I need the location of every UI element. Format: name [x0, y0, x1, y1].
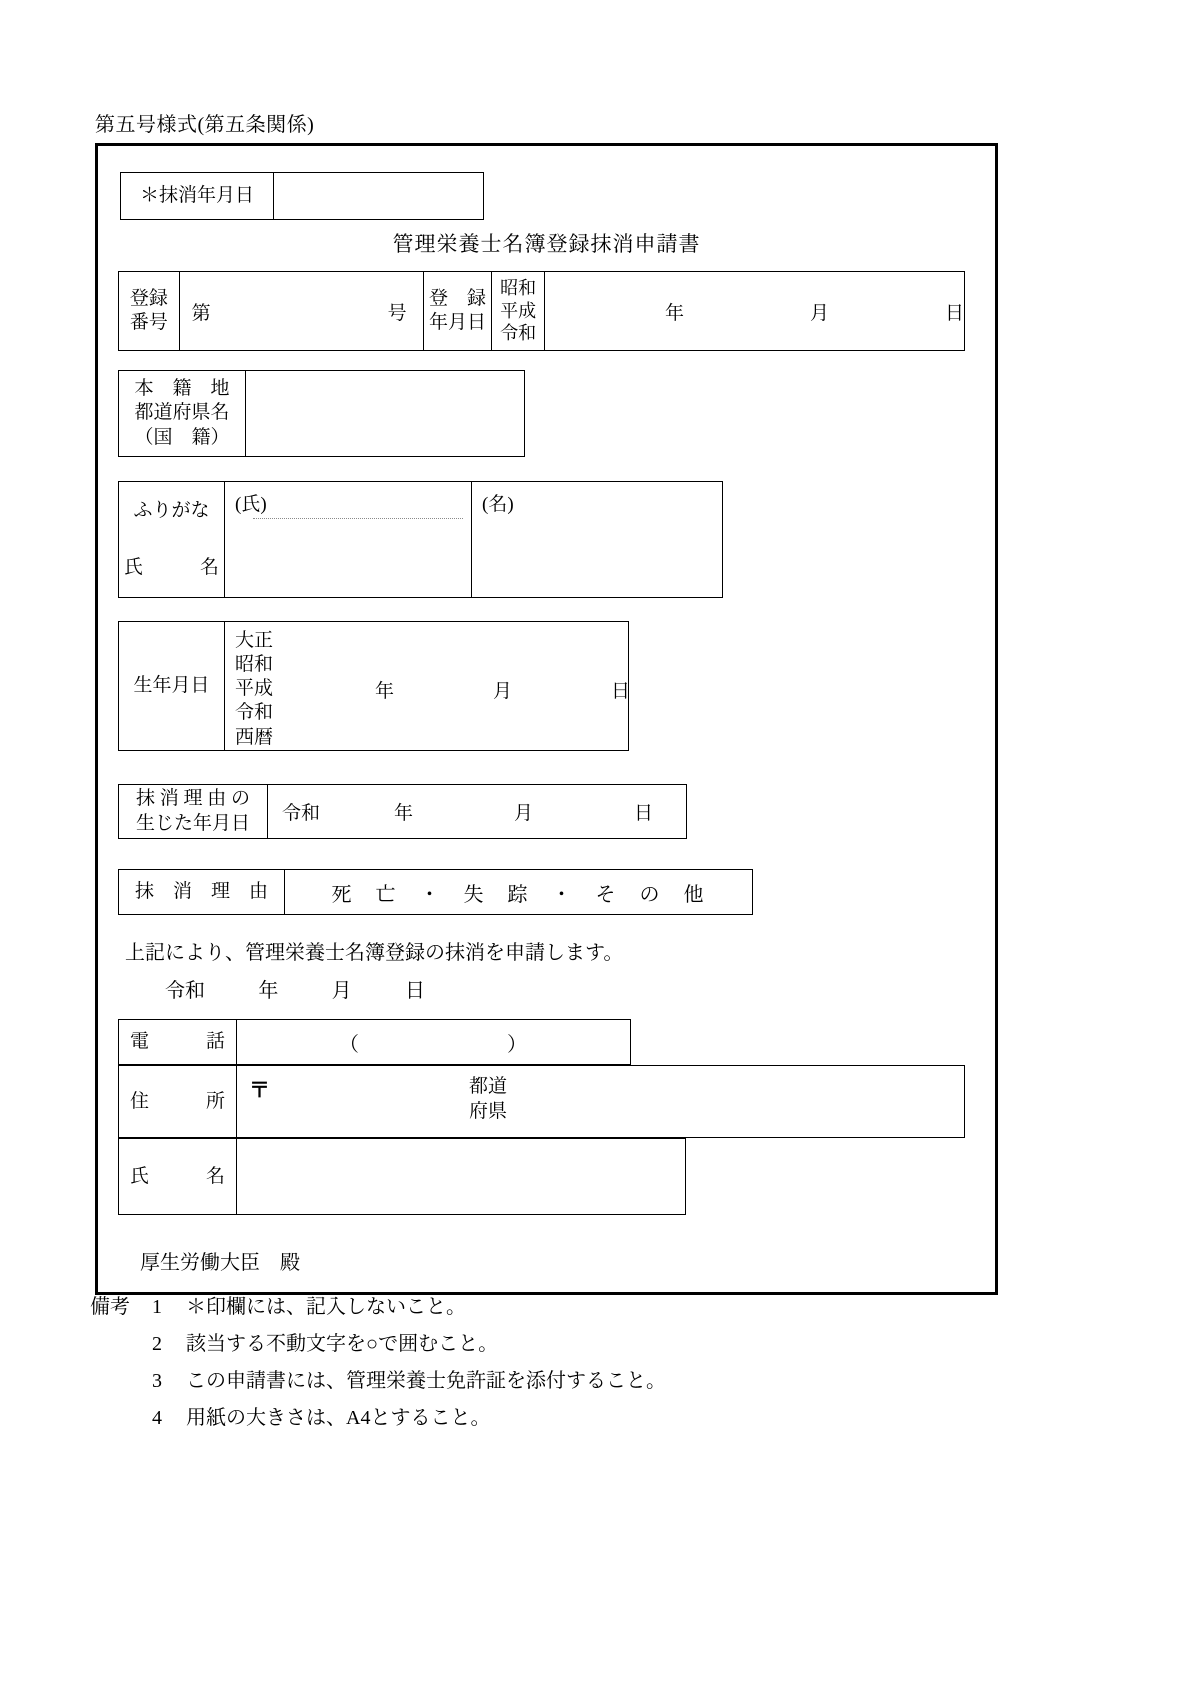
furigana-dotted-rule [253, 518, 463, 519]
reason-date-label-line2: 生じた年月日 [135, 812, 250, 834]
remark-item [90, 1334, 990, 1371]
remark-number: 3 [152, 1370, 162, 1392]
birth-year-label: 年 [375, 681, 395, 702]
registration-day-label: 日 [944, 302, 964, 324]
remark-item [90, 1408, 990, 1445]
remark-text: 該当する不動文字を○で囲むこと。 [186, 1333, 499, 1355]
reason-date-era: 令和 [282, 803, 321, 824]
address-value-cell[interactable] [236, 1066, 964, 1137]
domicile-label-cell [119, 371, 245, 456]
remark-item [90, 1371, 990, 1408]
reason-date-row [118, 784, 687, 839]
surname-label: (氏) [235, 494, 267, 515]
declaration-date [165, 974, 425, 1003]
address-label: 住 所 [129, 1090, 225, 1112]
registration-date-label [429, 287, 486, 336]
remarks-section [90, 1297, 990, 1445]
erase-date-label: ＊抹消年月日 [139, 185, 254, 207]
remark-number: 4 [152, 1407, 162, 1429]
remark-text: 用紙の大きさは、A4とすること。 [186, 1407, 491, 1429]
registration-date-label-line2: 年月日 [428, 312, 486, 333]
birth-era-seireki[interactable]: 西暦 [235, 726, 274, 748]
registration-year-label: 年 [664, 302, 684, 324]
registration-era-cell[interactable] [491, 272, 544, 350]
remark-number: 1 [152, 1296, 162, 1318]
reason-options[interactable]: 死 亡 ・ 失 踪 ・ そ の 他 [331, 883, 706, 906]
registration-number-value-cell[interactable] [179, 272, 423, 350]
surname-cell[interactable] [224, 482, 471, 597]
domicile-row [118, 370, 525, 457]
addressee-line: 厚生労働大臣 殿 [140, 1252, 300, 1274]
telephone-value-cell[interactable] [236, 1020, 630, 1064]
birth-era-taisho[interactable]: 大正 [235, 630, 274, 651]
registration-date-label-line1: 登 録 [428, 287, 486, 309]
remark-number: 2 [152, 1333, 162, 1355]
reason-label-cell [119, 870, 284, 914]
era-option-reiwa[interactable]: 令和 [500, 323, 537, 344]
registration-number-label-cell [119, 272, 179, 350]
givenname-label: (名) [482, 494, 514, 515]
signature-label-cell [119, 1139, 236, 1214]
birth-era-reiwa[interactable]: 令和 [235, 702, 274, 724]
birth-era-showa[interactable]: 昭和 [235, 654, 274, 676]
telephone-label-cell [119, 1020, 236, 1064]
registration-month-label: 月 [809, 302, 829, 324]
name-label-cell [119, 482, 224, 597]
telephone-row [118, 1019, 631, 1065]
dai-prefix: 第 [191, 302, 211, 324]
birthdate-label: 生年月日 [133, 675, 210, 697]
prefecture-suffix [469, 1074, 507, 1125]
reason-row [118, 869, 753, 915]
declaration-year-label: 年 [258, 980, 279, 1002]
birthdate-row [118, 621, 629, 751]
signature-value-cell[interactable] [236, 1139, 685, 1214]
reason-date-label [136, 787, 250, 836]
reason-date-month-label: 月 [514, 803, 534, 824]
birthdate-ymd [375, 676, 630, 703]
registration-number-label-line1: 登録 [129, 287, 168, 309]
domicile-label [134, 377, 229, 450]
telephone-label: 電 話 [129, 1031, 225, 1053]
domicile-label-line3: （国 籍） [134, 426, 230, 448]
birthdate-value-cell[interactable] [224, 622, 628, 750]
signature-row [118, 1138, 686, 1215]
prefecture-line1: 都道 [469, 1076, 508, 1097]
prefecture-line2: 府県 [469, 1101, 508, 1123]
domicile-value-cell[interactable] [245, 371, 524, 456]
reason-options-cell[interactable] [284, 870, 752, 914]
domicile-label-line1: 本 籍 地 [134, 378, 230, 400]
reason-date-label-cell [119, 785, 267, 838]
name-label: 氏 名 [123, 557, 219, 579]
address-row [118, 1065, 965, 1138]
remarks-heading: 備考 [90, 1296, 130, 1318]
registration-number-label-line2: 番号 [129, 312, 168, 333]
declaration-text: 上記により、管理栄養士名簿登録の抹消を申請します。 [125, 942, 624, 964]
applicant-name-row [118, 481, 723, 598]
signature-label: 氏 名 [129, 1165, 225, 1187]
reason-date-value-cell[interactable] [267, 785, 686, 838]
reason-date-label-line1: 抹 消 理 由 の [135, 788, 250, 810]
declaration-day-label: 日 [404, 980, 425, 1002]
remark-text: この申請書には、管理栄養士免許証を添付すること。 [186, 1370, 666, 1392]
registration-date-value-cell[interactable] [544, 272, 964, 350]
birth-era-heisei[interactable]: 平成 [235, 678, 274, 700]
reason-date-year-label: 年 [394, 803, 414, 824]
declaration-era: 令和 [165, 980, 205, 1002]
domicile-label-line2: 都道府県名 [134, 402, 230, 424]
registration-row [118, 271, 965, 351]
postal-code-icon: 〒 [249, 1078, 270, 1102]
givenname-cell[interactable] [471, 482, 722, 597]
era-option-heisei[interactable]: 平成 [500, 300, 537, 321]
reason-label: 抹 消 理 由 [134, 881, 268, 903]
birthdate-label-cell [119, 622, 224, 750]
erase-date-row [120, 172, 484, 220]
birth-month-label: 月 [492, 681, 512, 702]
remark-item [90, 1297, 990, 1334]
telephone-value: （ ） [339, 1033, 528, 1056]
address-label-cell [119, 1066, 236, 1137]
form-number: 第五号様式(第五条関係) [95, 114, 315, 136]
remark-text: ＊印欄には、記入しないこと。 [186, 1296, 466, 1318]
registration-era-list [500, 277, 536, 345]
reason-date-day-label: 日 [634, 803, 654, 824]
birth-day-label: 日 [610, 681, 630, 702]
registration-number-label [130, 287, 168, 336]
erase-date-value-cell[interactable] [273, 173, 483, 219]
registration-date-label-cell [423, 272, 492, 350]
erase-date-label-cell [121, 173, 273, 219]
furigana-label: ふりがな [133, 499, 210, 521]
gou-suffix: 号 [387, 302, 407, 324]
birthdate-era-list [235, 629, 273, 750]
declaration-month-label: 月 [331, 980, 352, 1002]
page-title: 管理栄養士名簿登録抹消申請書 [392, 232, 701, 256]
era-option-showa[interactable]: 昭和 [500, 277, 537, 298]
